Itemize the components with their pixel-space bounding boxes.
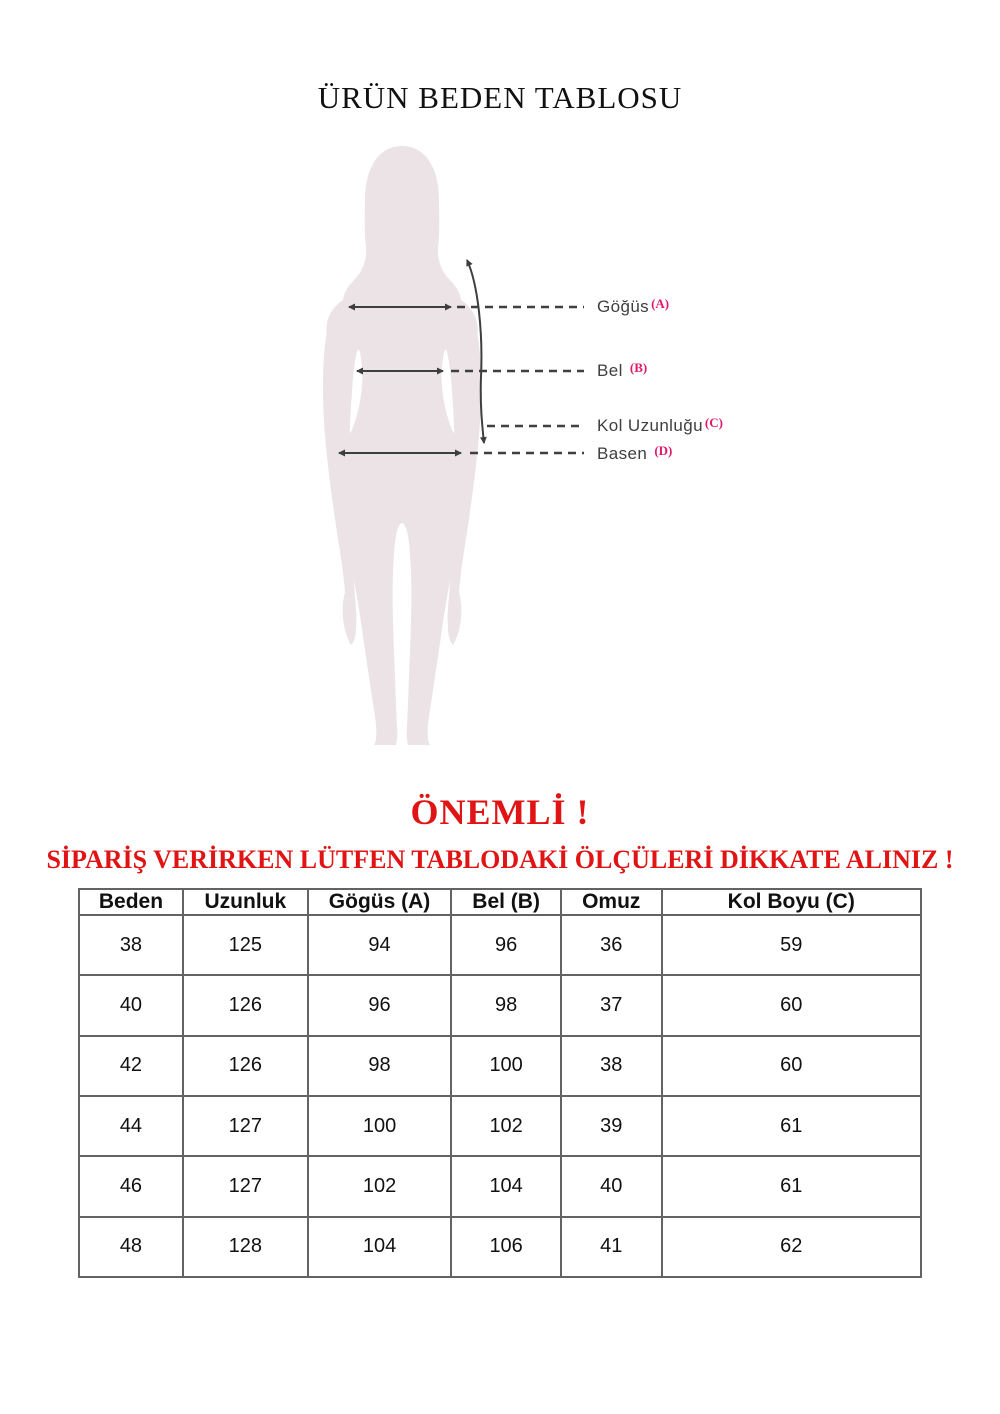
- cell: 44: [79, 1096, 183, 1156]
- woman-silhouette: [323, 146, 481, 745]
- cell: 61: [662, 1096, 921, 1156]
- table-row: [79, 975, 921, 1035]
- cell: 104: [451, 1156, 561, 1216]
- cell: 38: [79, 915, 183, 975]
- cell: 98: [308, 1036, 451, 1096]
- cell: 36: [561, 915, 662, 975]
- header-kol-boyu: Kol Boyu (C): [662, 889, 921, 915]
- label-arm-length: [597, 415, 723, 437]
- header-beden: Beden: [79, 889, 183, 915]
- cell: 128: [183, 1217, 308, 1277]
- size-table: [78, 888, 922, 1278]
- cell: 41: [561, 1217, 662, 1277]
- header-uzunluk: Uzunluk: [183, 889, 308, 915]
- cell: 61: [662, 1156, 921, 1216]
- cell: 60: [662, 1036, 921, 1096]
- cell: 38: [561, 1036, 662, 1096]
- table-row: [79, 915, 921, 975]
- label-waist-text: Bel: [597, 361, 623, 380]
- cell: 46: [79, 1156, 183, 1216]
- cell: 100: [451, 1036, 561, 1096]
- label-waist-letter: (B): [629, 360, 648, 375]
- measurement-diagram: [294, 142, 594, 747]
- body-silhouette-graphic: [294, 142, 594, 747]
- cell: 102: [451, 1096, 561, 1156]
- cell: 126: [183, 1036, 308, 1096]
- label-chest-letter: (A): [651, 296, 670, 311]
- important-message: SİPARİŞ VERİRKEN LÜTFEN TABLODAKİ ÖLÇÜLERİ DİKKATE ALINIZ !: [46, 845, 954, 874]
- header-bel: Bel (B): [451, 889, 561, 915]
- cell: 94: [308, 915, 451, 975]
- label-arm-length-text: Kol Uzunluğu: [597, 416, 703, 435]
- cell: 96: [308, 975, 451, 1035]
- table-row: [79, 1156, 921, 1216]
- header-omuz: Omuz: [561, 889, 662, 915]
- cell: 40: [79, 975, 183, 1035]
- cell: 60: [662, 975, 921, 1035]
- cell: 106: [451, 1217, 561, 1277]
- size-table-header-row: [79, 889, 921, 915]
- cell: 127: [183, 1156, 308, 1216]
- cell: 59: [662, 915, 921, 975]
- table-row: [79, 1096, 921, 1156]
- cell: 102: [308, 1156, 451, 1216]
- label-waist: [597, 360, 647, 382]
- cell: 39: [561, 1096, 662, 1156]
- table-row: [79, 1036, 921, 1096]
- cell: 104: [308, 1217, 451, 1277]
- label-arm-length-letter: (C): [704, 415, 723, 430]
- important-heading: ÖNEMLİ !: [410, 792, 590, 832]
- label-chest-text: Göğüs: [597, 297, 650, 316]
- label-hip: [597, 443, 672, 465]
- cell: 48: [79, 1217, 183, 1277]
- cell: 96: [451, 915, 561, 975]
- header-gogus: Gögüs (A): [308, 889, 451, 915]
- cell: 98: [451, 975, 561, 1035]
- cell: 42: [79, 1036, 183, 1096]
- cell: 40: [561, 1156, 662, 1216]
- table-row: [79, 1217, 921, 1277]
- label-hip-text: Basen: [597, 444, 648, 463]
- cell: 127: [183, 1096, 308, 1156]
- cell: 100: [308, 1096, 451, 1156]
- cell: 62: [662, 1217, 921, 1277]
- cell: 125: [183, 915, 308, 975]
- page-title: ÜRÜN BEDEN TABLOSU: [317, 80, 683, 115]
- label-hip-letter: (D): [654, 443, 673, 458]
- cell: 37: [561, 975, 662, 1035]
- cell: 126: [183, 975, 308, 1035]
- label-chest: [597, 296, 669, 318]
